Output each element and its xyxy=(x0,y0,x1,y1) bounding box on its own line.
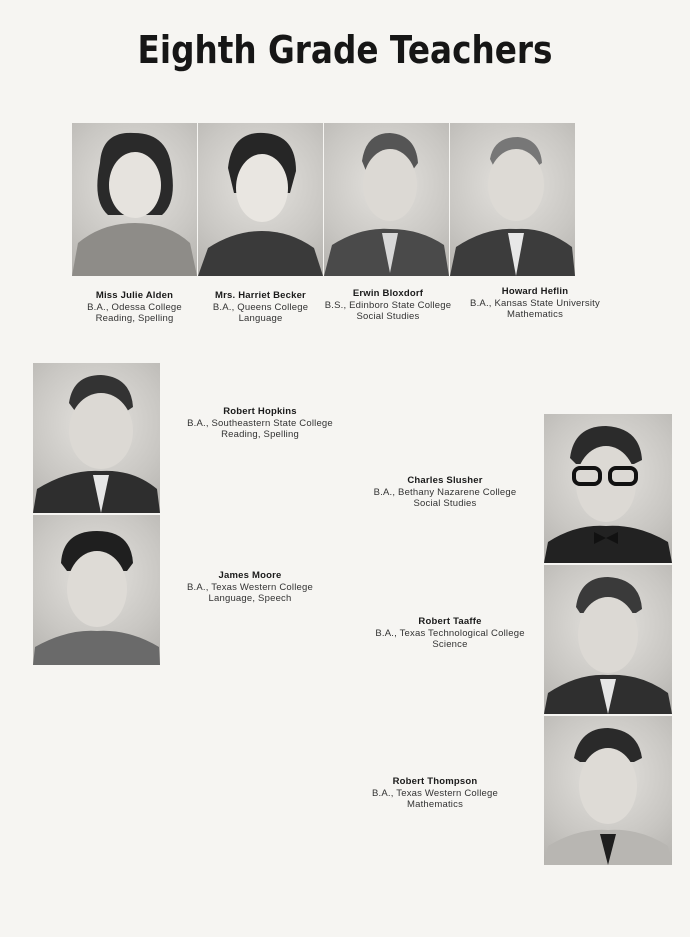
teacher-name: Miss Julie Alden xyxy=(95,290,174,301)
caption-taaffe xyxy=(360,616,540,651)
teacher-degree: B.A., Southeastern State College xyxy=(187,417,333,429)
teacher-subjects: Social Studies xyxy=(413,498,477,510)
page-title: Eighth Grade Teachers xyxy=(137,28,553,72)
teacher-subjects: Reading, Spelling xyxy=(95,313,174,325)
portrait-photo-thompson xyxy=(544,716,672,865)
portrait-photo-slusher xyxy=(544,414,672,563)
teacher-degree: B.A., Odessa College xyxy=(87,301,182,313)
teacher-name: Charles Slusher xyxy=(407,475,483,486)
teacher-degree: B.A., Bethany Nazarene College xyxy=(373,486,517,498)
portrait-photo-taaffe xyxy=(544,565,672,714)
teacher-subjects: Science xyxy=(432,639,468,651)
teacher-name: Mrs. Harriet Becker xyxy=(215,290,306,301)
caption-slusher xyxy=(360,475,530,510)
teacher-subjects: Mathematics xyxy=(506,309,564,321)
caption-bloxdorf xyxy=(318,288,458,323)
teacher-name: Robert Hopkins xyxy=(223,406,297,417)
caption-thompson xyxy=(350,776,520,811)
teacher-name: Robert Taaffe xyxy=(418,616,482,627)
portrait-photo-alden xyxy=(72,123,197,276)
portrait-photo-hopkins xyxy=(33,363,160,513)
caption-hopkins xyxy=(170,406,350,441)
teacher-subjects: Reading, Spelling xyxy=(221,429,299,441)
portrait-photo-moore xyxy=(33,515,160,665)
teacher-degree: B.A., Texas Technological College xyxy=(375,627,525,639)
caption-becker xyxy=(198,290,323,325)
teacher-degree: B.A., Kansas State University xyxy=(470,297,600,309)
teacher-degree: B.S., Edinboro State College xyxy=(324,299,452,311)
teacher-name: Howard Heflin xyxy=(501,286,569,297)
caption-moore xyxy=(170,570,330,605)
portrait-photo-heflin xyxy=(450,123,575,276)
teacher-name: Robert Thompson xyxy=(392,776,478,787)
portrait-photo-becker xyxy=(198,123,323,276)
teacher-name: Erwin Bloxdorf xyxy=(352,288,424,299)
teacher-subjects: Language, Speech xyxy=(208,593,292,605)
portrait-photo-bloxdorf xyxy=(324,123,449,276)
teacher-degree: B.A., Queens College xyxy=(212,301,309,313)
teacher-subjects: Social Studies xyxy=(356,311,420,323)
caption-alden xyxy=(72,290,197,325)
teacher-subjects: Language xyxy=(238,313,283,325)
teacher-name: James Moore xyxy=(218,570,282,581)
teacher-subjects: Mathematics xyxy=(406,799,464,811)
teacher-degree: B.A., Texas Western College xyxy=(372,787,498,799)
teacher-degree: B.A., Texas Western College xyxy=(187,581,313,593)
caption-heflin xyxy=(460,286,610,321)
